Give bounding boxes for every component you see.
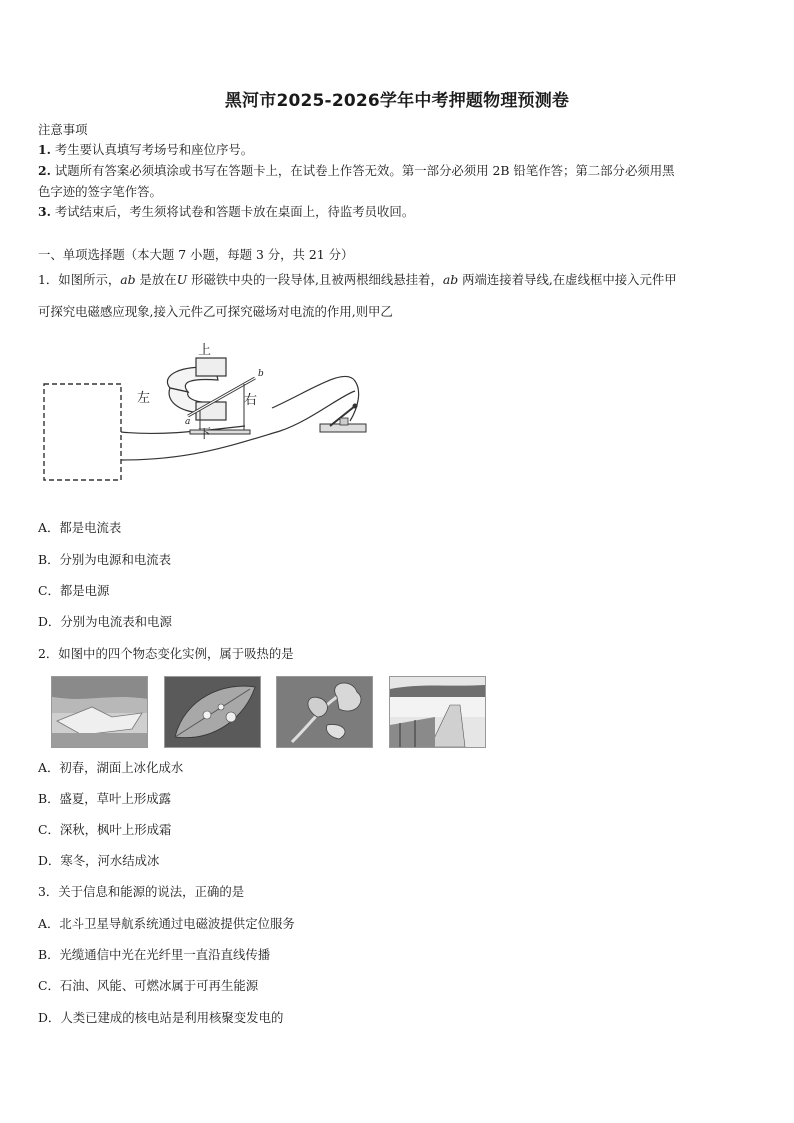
q3-option-a: A．北斗卫星导航系统通过电磁波提供定位服务 xyxy=(38,916,295,931)
q1-option-b: B．分别为电源和电流表 xyxy=(38,552,172,567)
photo-dew-leaf xyxy=(164,676,261,748)
notice-heading: 注意事项 xyxy=(38,122,88,137)
section-heading: 一、单项选择题（本大题 7 小题，每题 3 分，共 21 分） xyxy=(38,247,354,262)
q2-option-d: D．寒冬，河水结成冰 xyxy=(38,853,160,868)
q2-option-b: B．盛夏，草叶上形成露 xyxy=(38,791,172,806)
question-1-stem: 1．如图所示，ab 是放在U 形磁铁中央的一段导体,且被两根细线悬挂着，ab 两端连接着导线,在虚线框中接入元件甲 xyxy=(38,272,677,287)
label-left: 左 xyxy=(137,391,151,406)
q2-option-c: C．深秋，枫叶上形成霜 xyxy=(38,822,172,837)
label-a: a xyxy=(185,417,191,427)
notice-item-2-cont: 色字迹的签字笔作答。 xyxy=(38,184,162,199)
q1-option-c: C．都是电源 xyxy=(38,583,110,598)
question-1-stem-cont: 可探究电磁感应现象,接入元件乙可探究磁场对电流的作用,则甲乙 xyxy=(38,304,393,319)
label-right: 右 xyxy=(244,393,258,408)
label-b: b xyxy=(258,369,264,379)
notice-item-1: 1. 考生要认真填写考场号和座位序号。 xyxy=(38,142,254,157)
photo-ice-melting xyxy=(51,676,148,748)
q3-option-b: B．光缆通信中光在光纤里一直沿直线传播 xyxy=(38,947,271,962)
q3-option-d: D．人类已建成的核电站是利用核聚变发电的 xyxy=(38,1010,284,1025)
exam-title: 黑河市2025-2026学年中考押题物理预测卷 xyxy=(224,91,570,111)
label-top: 上 xyxy=(198,343,212,358)
notice-item-3: 3. 考试结束后，考生须将试卷和答题卡放在桌面上，待监考员收回。 xyxy=(38,204,415,219)
question-3-stem: 3．关于信息和能源的说法，正确的是 xyxy=(38,884,245,899)
question-2-stem: 2．如图中的四个物态变化实例，属于吸热的是 xyxy=(38,646,294,661)
q3-option-c: C．石油、风能、可燃冰属于可再生能源 xyxy=(38,978,259,993)
photo-frozen-river xyxy=(389,676,486,748)
magnet-circuit-figure xyxy=(40,336,380,486)
label-bottom: 下 xyxy=(198,427,212,442)
q1-option-d: D．分别为电流表和电源 xyxy=(38,614,172,629)
q2-option-a: A．初春，湖面上冰化成水 xyxy=(38,760,184,775)
q1-option-a: A．都是电流表 xyxy=(38,520,122,535)
photo-frost-leaf xyxy=(276,676,373,748)
notice-item-2: 2. 试题所有答案必须填涂或书写在答题卡上，在试卷上作答无效。第一部分必须用 2B 铅笔作答；第二部分必须用黑 xyxy=(38,163,675,178)
